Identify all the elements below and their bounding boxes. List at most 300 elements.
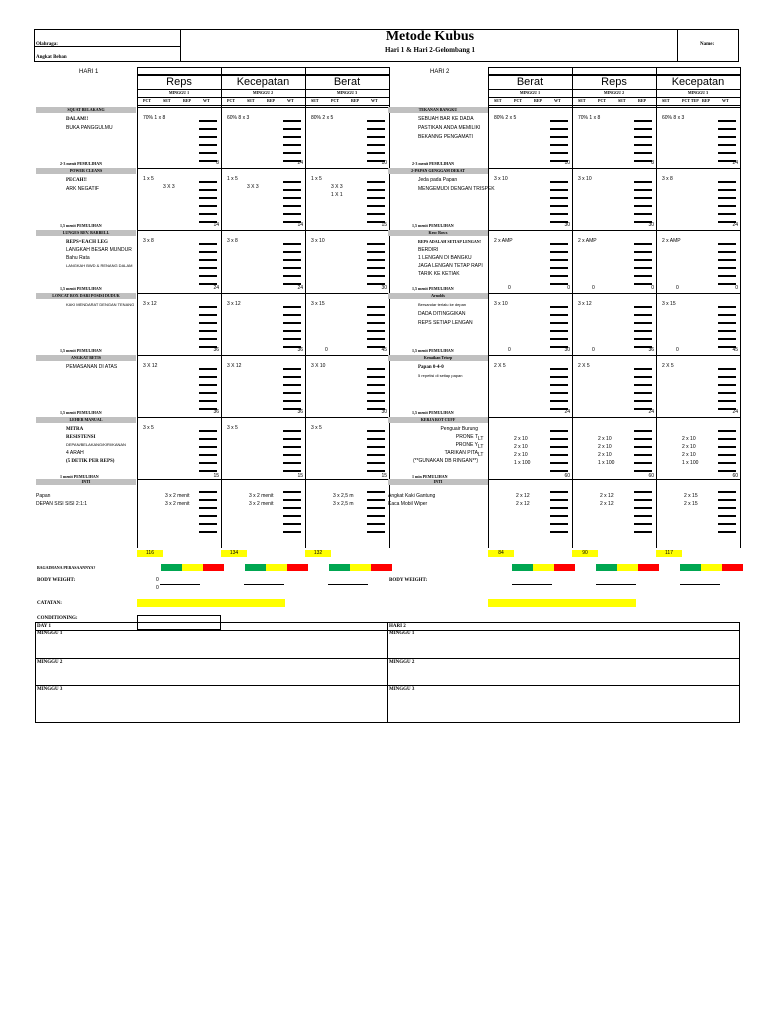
day2-section-5-week-1-wt-slot[interactable]	[550, 376, 568, 378]
day2-section-5-week-1-wt-slot[interactable]	[550, 392, 568, 394]
day1-section-4-week-3-wt-slot[interactable]	[367, 330, 385, 332]
day1-section-3-week-2-wt-slot[interactable]	[283, 275, 301, 277]
day1-section-2-week-1-wt-slot[interactable]	[199, 197, 217, 199]
day2-section-3-week-1-wt-slot[interactable]	[550, 259, 568, 261]
day2-week-2-subhead-2: PCT	[598, 98, 606, 103]
day2-section-6-week-2-wt-slot[interactable]	[634, 470, 652, 472]
day1-section-3-week-1-wt-slot[interactable]	[199, 251, 217, 253]
day2-section-4-week-3-wt-slot[interactable]	[718, 314, 736, 316]
day2-inti-week-3-wt-slot[interactable]	[718, 507, 736, 509]
day2-section-6-week-2-wt-slot[interactable]	[634, 454, 652, 456]
day2-section-1-week-3-wt-slot[interactable]	[718, 144, 736, 146]
day2-section-6-week-1-wt-slot[interactable]	[550, 462, 568, 464]
day2-section-5-week-3-prescription: 2 X 5	[662, 363, 674, 369]
day1-section-2-week-3-wt-slot[interactable]	[367, 213, 385, 215]
day2-inti-week-2-wt-slot[interactable]	[634, 507, 652, 509]
day2-section-5-week-1-wt-slot[interactable]	[550, 400, 568, 402]
bw-line-3	[328, 584, 368, 585]
day2-section-1-week-1-wt-slot[interactable]	[550, 136, 568, 138]
day1-section-2-rest: 1,5 menit PEMULIHAN	[60, 223, 102, 228]
day1-section-1-week-3-wt-slot[interactable]	[367, 136, 385, 138]
day1-inti-week-3-wt-slot[interactable]	[367, 515, 385, 517]
day1-section-1-week-2-wt-slot[interactable]	[283, 144, 301, 146]
cond-day2-label: HARI 2	[389, 624, 406, 629]
day1-section-5-week-3-wt-slot[interactable]	[367, 384, 385, 386]
day1-section-6-week-3-wt-slot[interactable]	[367, 430, 385, 432]
day1-section-4-week-3-wt-slot[interactable]	[367, 314, 385, 316]
day2-section-6-week-2-wt-slot[interactable]	[634, 438, 652, 440]
day1-section-6-week-1-prescription: 3 x 5	[143, 425, 154, 431]
day1-section-1-title: SQUAT BELAKANG	[67, 107, 105, 112]
day1-section-3-week-1-wt-slot[interactable]	[199, 259, 217, 261]
day2-section-3-week-1-wt-slot[interactable]	[550, 243, 568, 245]
day1-section-6-week-3-wt-slot[interactable]	[367, 462, 385, 464]
day1-section-4-week-1-wt-slot[interactable]	[199, 322, 217, 324]
day1-section-3-week-3-wt-slot[interactable]	[367, 275, 385, 277]
day2-section-5-week-2-wt-slot[interactable]	[634, 392, 652, 394]
day2-section-5-week-2-prescription: 2 X 5	[578, 363, 590, 369]
day1-section-6-week-2-wt-slot[interactable]	[283, 446, 301, 448]
day1-section-2-week-2-wt-slot[interactable]	[283, 181, 301, 183]
day1-section-5-week-1-wt-slot[interactable]	[199, 376, 217, 378]
day1-section-5-week-3-wt-slot[interactable]	[367, 400, 385, 402]
day2-inti-week-1-wt-slot[interactable]	[550, 523, 568, 525]
day2-inti-week-1-wt-slot[interactable]	[550, 491, 568, 493]
day1-inti-top-line	[137, 479, 389, 480]
day2-section-5-week-3-wt-slot[interactable]	[718, 368, 736, 370]
day1-section-3-week-3-total: 30	[381, 285, 387, 291]
day1-section-3-week-3-wt-slot[interactable]	[367, 251, 385, 253]
day2-section-3-week-2-wt-slot[interactable]	[634, 243, 652, 245]
day2-inti-week-2-wt-slot[interactable]	[634, 523, 652, 525]
day1-section-4-week-2-wt-slot[interactable]	[283, 338, 301, 340]
bw-line-4	[512, 584, 552, 585]
notes-field-day2[interactable]	[488, 599, 636, 607]
day2-section-3-week-1-wt-slot[interactable]	[550, 267, 568, 269]
day1-section-1-week-1-wt-slot[interactable]	[199, 136, 217, 138]
day2-week-3-feel-ok[interactable]	[701, 564, 722, 571]
day2-section-5-note-2: 5 repetisi di setiap papan	[418, 373, 463, 378]
day2-week-1-feel-ok[interactable]	[533, 564, 554, 571]
day1-section-4-week-1-wt-slot[interactable]	[199, 330, 217, 332]
day2-rot-row-2-prefix: LT	[478, 444, 484, 450]
day1-section-3-week-1-wt-slot[interactable]	[199, 243, 217, 245]
day1-inti-week-1-wt-slot[interactable]	[199, 515, 217, 517]
day1-inti-week-2-wt-slot[interactable]	[283, 523, 301, 525]
day2-section-4-week-3-wt-slot[interactable]	[718, 306, 736, 308]
day1-section-1-week-3-wt-slot[interactable]	[367, 120, 385, 122]
day2-inti-week-3-wt-slot[interactable]	[718, 523, 736, 525]
day1-inti-week-1-wt-slot[interactable]	[199, 491, 217, 493]
day1-section-6-week-2-wt-slot[interactable]	[283, 470, 301, 472]
day2-section-6-week-2-wt-slot[interactable]	[634, 430, 652, 432]
day2-section-1-week-3-wt-slot[interactable]	[718, 120, 736, 122]
day2-section-2-week-2-wt-slot[interactable]	[634, 197, 652, 199]
day1-section-6-week-2-wt-slot[interactable]	[283, 454, 301, 456]
day2-section-4-week-1-wt-slot[interactable]	[550, 322, 568, 324]
day2-section-6-week-3-wt-slot[interactable]	[718, 470, 736, 472]
day1-section-5-week-2-wt-slot[interactable]	[283, 376, 301, 378]
day2-section-4-week-3-wt-slot[interactable]	[718, 338, 736, 340]
day1-section-4-week-3-wt-slot[interactable]	[367, 322, 385, 324]
day1-section-2-week-2-wt-slot[interactable]	[283, 197, 301, 199]
day2-week-2-feel-good[interactable]	[596, 564, 617, 571]
day1-section-2-week-2-wt-slot[interactable]	[283, 213, 301, 215]
day1-section-4-week-1-wt-slot[interactable]	[199, 338, 217, 340]
day1-section-6-week-3-wt-slot[interactable]	[367, 446, 385, 448]
day1-section-4-week-2-wt-slot[interactable]	[283, 330, 301, 332]
day2-section-6-week-1-wt-slot[interactable]	[550, 454, 568, 456]
day2-section-6-week-2-wt-slot[interactable]	[634, 462, 652, 464]
day1-section-3-week-2-wt-slot[interactable]	[283, 267, 301, 269]
cond-mid-divider	[387, 622, 388, 723]
day1-week-1-label: MINGGU 1	[168, 90, 190, 95]
day2-section-4-week-1-wt-slot[interactable]	[550, 338, 568, 340]
day2-week-2-feel-bad[interactable]	[638, 564, 659, 571]
day1-section-3-week-3-wt-slot[interactable]	[367, 267, 385, 269]
day2-section-3-week-1-wt-slot[interactable]	[550, 275, 568, 277]
day1-section-5-week-3-wt-slot[interactable]	[367, 376, 385, 378]
day2-section-1-week-2-wt-slot[interactable]	[634, 120, 652, 122]
day2-section-6-week-1-total: 60	[564, 473, 570, 479]
day2-section-1-week-1-wt-slot[interactable]	[550, 120, 568, 122]
day2-section-3-week-3-wt-slot[interactable]	[718, 243, 736, 245]
day2-week-3-feel-bad[interactable]	[722, 564, 743, 571]
day1-section-2-week-2-wt-slot[interactable]	[283, 189, 301, 191]
day1-section-5-week-1-wt-slot[interactable]	[199, 392, 217, 394]
day2-section-1-week-1-wt-slot[interactable]	[550, 152, 568, 154]
day1-section-1-week-2-wt-slot[interactable]	[283, 136, 301, 138]
day1-section-6-week-2-wt-slot[interactable]	[283, 462, 301, 464]
day2-inti-week-2-wt-slot[interactable]	[634, 515, 652, 517]
day2-rot-row-1-prefix: LT	[478, 436, 484, 442]
day2-section-2-week-2-wt-slot[interactable]	[634, 181, 652, 183]
day2-section-2-week-3-wt-slot[interactable]	[718, 181, 736, 183]
day2-section-5-week-3-wt-slot[interactable]	[718, 384, 736, 386]
day2-section-5-week-2-wt-slot[interactable]	[634, 400, 652, 402]
day1-inti-week-3-wt-slot[interactable]	[367, 499, 385, 501]
day2-section-6-week-3-wt-slot[interactable]	[718, 438, 736, 440]
day2-section-6-week-1-wt-slot[interactable]	[550, 446, 568, 448]
day2-section-5-week-2-wt-slot[interactable]	[634, 368, 652, 370]
day2-section-2-top-line	[488, 168, 740, 169]
day2-section-6-week-3-wt-slot[interactable]	[718, 446, 736, 448]
day2-section-3-week-2-wt-slot[interactable]	[634, 251, 652, 253]
day1-col-head-1: Reps	[166, 76, 192, 88]
day1-section-3-week-2-wt-slot[interactable]	[283, 251, 301, 253]
day2-section-4-week-1-wt-slot[interactable]	[550, 314, 568, 316]
day1-inti-row-2-week-2: 3 x 2 menit	[249, 501, 274, 507]
day2-section-2-week-3-wt-slot[interactable]	[718, 213, 736, 215]
day1-section-3-week-1-wt-slot[interactable]	[199, 275, 217, 277]
day2-top-border	[488, 67, 740, 68]
day2-section-4-week-2-wt-slot[interactable]	[634, 330, 652, 332]
day2-section-3-week-1-total: 0	[567, 285, 570, 291]
day1-inti-week-3-wt-slot[interactable]	[367, 531, 385, 533]
day2-inti-week-3-wt-slot[interactable]	[718, 531, 736, 533]
day1-inti-week-2-wt-slot[interactable]	[283, 499, 301, 501]
cond-left-week-2: MINGGU 2	[37, 660, 63, 665]
day2-section-5-rest: 1,5 menit PEMULIHAN	[412, 410, 454, 415]
day2-section-2-week-1-wt-slot[interactable]	[550, 197, 568, 199]
day2-section-4-week-2-wt-slot[interactable]	[634, 338, 652, 340]
day1-section-2-week-3-wt-slot[interactable]	[367, 181, 385, 183]
day2-section-3-note-2: BERDIRI	[418, 247, 439, 253]
day1-section-6-week-3-wt-slot[interactable]	[367, 438, 385, 440]
day1-section-5-week-1-wt-slot[interactable]	[199, 368, 217, 370]
day2-inti-week-3-wt-slot[interactable]	[718, 499, 736, 501]
day2-section-4-week-1-wt-slot[interactable]	[550, 306, 568, 308]
day1-section-2-week-2-wt-slot[interactable]	[283, 205, 301, 207]
day1-week-2-feel-bad[interactable]	[287, 564, 308, 571]
day1-section-1-note-2: BUKA PANGGULMU	[66, 125, 113, 131]
day2-section-1-week-2-wt-slot[interactable]	[634, 144, 652, 146]
day1-section-1-week-3-wt-slot[interactable]	[367, 152, 385, 154]
day2-section-3-week-3-wt-slot[interactable]	[718, 251, 736, 253]
day1-section-5-week-3-wt-slot[interactable]	[367, 392, 385, 394]
day1-section-5-week-2-wt-slot[interactable]	[283, 392, 301, 394]
day2-week-3-feel-good[interactable]	[680, 564, 701, 571]
day2-section-1-top-line	[488, 107, 740, 108]
day2-week-1-subhead-3: REP	[534, 98, 542, 103]
day2-section-5-week-2-wt-slot[interactable]	[634, 384, 652, 386]
day2-section-5-week-3-wt-slot[interactable]	[718, 400, 736, 402]
day2-section-2-week-2-wt-slot[interactable]	[634, 205, 652, 207]
day1-section-3-week-1-wt-slot[interactable]	[199, 267, 217, 269]
day1-section-5-week-3-wt-slot[interactable]	[367, 368, 385, 370]
day1-section-1-week-1-wt-slot[interactable]	[199, 128, 217, 130]
day2-section-2-week-2-wt-slot[interactable]	[634, 213, 652, 215]
day2-week-1-feel-bad[interactable]	[554, 564, 575, 571]
day1-section-3-week-3-wt-slot[interactable]	[367, 259, 385, 261]
day1-section-3-week-2-wt-slot[interactable]	[283, 243, 301, 245]
day1-section-6-week-1-wt-slot[interactable]	[199, 446, 217, 448]
day2-section-1-week-2-prescription: 70% 1 x 8	[578, 115, 601, 121]
day2-section-6-week-1-wt-slot[interactable]	[550, 438, 568, 440]
day2-section-2-week-3-wt-slot[interactable]	[718, 189, 736, 191]
day2-section-3-week-2-wt-slot[interactable]	[634, 283, 652, 285]
day1-inti-week-1-wt-slot[interactable]	[199, 499, 217, 501]
day1-inti-row-1-week-1: 3 x 2 menit	[165, 493, 190, 499]
day1-section-6-week-1-wt-slot[interactable]	[199, 430, 217, 432]
day1-week-1-feel-bad[interactable]	[203, 564, 224, 571]
day2-inti-week-1-wt-slot[interactable]	[550, 531, 568, 533]
day2-section-3-week-1-wt-slot[interactable]	[550, 283, 568, 285]
day2-rot-row-4-week-2: 1 x 100	[598, 460, 615, 466]
day2-section-4-note-3: REPS SETIAP LENGAN	[418, 320, 473, 326]
day1-section-5-week-1-wt-slot[interactable]	[199, 400, 217, 402]
day1-section-1-week-1-wt-slot[interactable]	[199, 152, 217, 154]
day2-section-5-week-3-wt-slot[interactable]	[718, 376, 736, 378]
day2-section-1-week-3-wt-slot[interactable]	[718, 128, 736, 130]
day1-section-2-week-1-wt-slot[interactable]	[199, 205, 217, 207]
day1-section-1-week-2-wt-slot[interactable]	[283, 128, 301, 130]
notes-label: CATATAN:	[37, 601, 62, 606]
day2-section-2-week-1-wt-slot[interactable]	[550, 213, 568, 215]
day1-inti-week-2-wt-slot[interactable]	[283, 491, 301, 493]
day2-section-5-week-1-wt-slot[interactable]	[550, 384, 568, 386]
day2-section-3-week-3-wt-slot[interactable]	[718, 275, 736, 277]
day1-section-6-week-2-wt-slot[interactable]	[283, 438, 301, 440]
day1-section-5-week-1-wt-slot[interactable]	[199, 384, 217, 386]
day1-section-1-week-3-wt-slot[interactable]	[367, 144, 385, 146]
day2-inti-week-3-wt-slot[interactable]	[718, 491, 736, 493]
day2-section-1-week-2-wt-slot[interactable]	[634, 152, 652, 154]
day2-section-6-week-3-wt-slot[interactable]	[718, 462, 736, 464]
day2-section-2-week-3-wt-slot[interactable]	[718, 205, 736, 207]
day2-section-2-week-1-wt-slot[interactable]	[550, 181, 568, 183]
day1-section-6-week-3-wt-slot[interactable]	[367, 470, 385, 472]
day1-week-3-feel-bad[interactable]	[371, 564, 392, 571]
day2-section-4-week-2-wt-slot[interactable]	[634, 314, 652, 316]
day1-week-3-feel-ok[interactable]	[350, 564, 371, 571]
day1-section-5-week-2-total: 36	[297, 409, 303, 415]
day1-section-3-rest: 1,5 menit PEMULIHAN	[60, 286, 102, 291]
day1-section-3-week-3-wt-slot[interactable]	[367, 243, 385, 245]
day1-section-4-week-2-wt-slot[interactable]	[283, 306, 301, 308]
day1-section-6-week-1-wt-slot[interactable]	[199, 470, 217, 472]
day1-section-4-week-3-wt-slot[interactable]	[367, 338, 385, 340]
day2-section-3-week-3-wt-slot[interactable]	[718, 283, 736, 285]
day1-section-3-week-2-wt-slot[interactable]	[283, 259, 301, 261]
day1-inti-week-2-wt-slot[interactable]	[283, 507, 301, 509]
day2-week-1-feel-good[interactable]	[512, 564, 533, 571]
day1-week-2-feel-good[interactable]	[245, 564, 266, 571]
day2-section-2-title: 2-PAPAN GENGGAM DEKAT	[411, 168, 465, 173]
day1-section-4-week-1-wt-slot[interactable]	[199, 306, 217, 308]
day1-week-1-feel-ok[interactable]	[182, 564, 203, 571]
day1-week-1-subhead-1: PCT	[143, 98, 151, 103]
day2-inti-week-1-wt-slot[interactable]	[550, 507, 568, 509]
day2-section-6-week-1-wt-slot[interactable]	[550, 470, 568, 472]
cond-line-c	[35, 685, 740, 686]
day1-section-4-week-2-wt-slot[interactable]	[283, 322, 301, 324]
day2-week-2-feel-ok[interactable]	[617, 564, 638, 571]
day2-section-4-week-3-wt-slot[interactable]	[718, 322, 736, 324]
day1-section-2-week-1-wt-slot[interactable]	[199, 213, 217, 215]
day2-section-4-week-1-wt-slot[interactable]	[550, 330, 568, 332]
day2-section-1-week-1-wt-slot[interactable]	[550, 144, 568, 146]
day1-inti-week-3-wt-slot[interactable]	[367, 523, 385, 525]
day1-section-3-week-3-prescription: 3 x 10	[311, 238, 325, 244]
day2-inti-week-2-wt-slot[interactable]	[634, 491, 652, 493]
day1-week-3-feel-good[interactable]	[329, 564, 350, 571]
day2-week-2-subhead-4: REP	[638, 98, 646, 103]
day1-section-6-note-2: RESISTENSI	[66, 435, 96, 440]
day2-section-3-week-2-wt-slot[interactable]	[634, 275, 652, 277]
day2-section-4-week-3-wt-slot[interactable]	[718, 330, 736, 332]
day2-section-1-week-2-wt-slot[interactable]	[634, 136, 652, 138]
day2-section-4-week-1-prescription: 3 x 10	[494, 301, 508, 307]
day1-section-4-week-3-prescription: 3 x 15	[311, 301, 325, 307]
day2-section-6-week-3-wt-slot[interactable]	[718, 430, 736, 432]
day2-section-3-week-3-wt-slot[interactable]	[718, 259, 736, 261]
day1-inti-week-1-wt-slot[interactable]	[199, 507, 217, 509]
day1-section-4-week-2-prescription: 3 x 12	[227, 301, 241, 307]
day2-inti-week-1-wt-slot[interactable]	[550, 515, 568, 517]
day2-section-4-week-2-total: 36	[648, 347, 654, 353]
day2-section-3-week-2-wt-slot[interactable]	[634, 267, 652, 269]
day1-section-5-week-2-wt-slot[interactable]	[283, 368, 301, 370]
day2-inti-week-2-wt-slot[interactable]	[634, 531, 652, 533]
notes-field-day1[interactable]	[137, 599, 285, 607]
day1-section-6-week-2-wt-slot[interactable]	[283, 430, 301, 432]
day1-section-6-week-1-wt-slot[interactable]	[199, 454, 217, 456]
day2-section-6-week-3-wt-slot[interactable]	[718, 454, 736, 456]
day1-section-1-week-2-wt-slot[interactable]	[283, 120, 301, 122]
day2-week-2-subhead-1: SET	[578, 98, 586, 103]
day2-section-2-week-1-wt-slot[interactable]	[550, 189, 568, 191]
day1-inti-week-1-wt-slot[interactable]	[199, 531, 217, 533]
day1-section-5-week-2-wt-slot[interactable]	[283, 384, 301, 386]
day1-section-2-week-3-wt-slot[interactable]	[367, 197, 385, 199]
day2-section-6-week-1-wt-slot[interactable]	[550, 430, 568, 432]
day2-section-2-week-2-total: 30	[648, 222, 654, 228]
day1-week-2-feel-ok[interactable]	[266, 564, 287, 571]
day1-section-2-week-3-wt-slot[interactable]	[367, 205, 385, 207]
day1-inti-week-2-wt-slot[interactable]	[283, 531, 301, 533]
day2-section-1-week-3-wt-slot[interactable]	[718, 152, 736, 154]
day1-section-1-week-1-wt-slot[interactable]	[199, 144, 217, 146]
day1-section-1-week-1-wt-slot[interactable]	[199, 120, 217, 122]
day2-section-2-week-2-wt-slot[interactable]	[634, 189, 652, 191]
day2-section-6-note-3: PRONE Y	[455, 442, 478, 448]
day2-section-4-week-2-wt-slot[interactable]	[634, 322, 652, 324]
day1-section-4-week-2-wt-slot[interactable]	[283, 314, 301, 316]
day2-section-1-week-1-wt-slot[interactable]	[550, 128, 568, 130]
day2-inti-week-2-wt-slot[interactable]	[634, 499, 652, 501]
day2-section-3-week-3-wt-slot[interactable]	[718, 267, 736, 269]
day2-section-5-week-2-wt-slot[interactable]	[634, 376, 652, 378]
day2-section-1-week-2-wt-slot[interactable]	[634, 128, 652, 130]
day1-section-6-week-1-wt-slot[interactable]	[199, 438, 217, 440]
day1-section-6-week-1-wt-slot[interactable]	[199, 462, 217, 464]
day1-week-1-feel-good[interactable]	[161, 564, 182, 571]
day2-section-6-week-2-wt-slot[interactable]	[634, 446, 652, 448]
day1-section-2-week-3-prescription-c: 1 X 1	[331, 192, 343, 198]
day2-section-5-week-3-wt-slot[interactable]	[718, 392, 736, 394]
day1-section-6-week-3-wt-slot[interactable]	[367, 454, 385, 456]
day2-section-3-note-4: JAGA LENGAN TETAP RAPI	[418, 263, 483, 269]
day2-section-3-week-2-wt-slot[interactable]	[634, 259, 652, 261]
day1-inti-week-1-wt-slot[interactable]	[199, 523, 217, 525]
day2-section-1-week-3-wt-slot[interactable]	[718, 136, 736, 138]
day1-section-2-week-3-wt-slot[interactable]	[367, 189, 385, 191]
day1-inti-week-2-wt-slot[interactable]	[283, 515, 301, 517]
day2-inti-week-3-wt-slot[interactable]	[718, 515, 736, 517]
day2-week-1-subhead-2: PCT	[514, 98, 522, 103]
day1-head-line-c	[137, 105, 389, 106]
day1-section-2-week-1-wt-slot[interactable]	[199, 189, 217, 191]
day2-section-2-week-1-wt-slot[interactable]	[550, 205, 568, 207]
day1-inti-week-3-wt-slot[interactable]	[367, 491, 385, 493]
day2-section-3-week-1-wt-slot[interactable]	[550, 251, 568, 253]
day2-section-2-week-3-wt-slot[interactable]	[718, 197, 736, 199]
day2-section-5-week-1-wt-slot[interactable]	[550, 368, 568, 370]
day1-inti-week-3-wt-slot[interactable]	[367, 507, 385, 509]
day1-section-2-week-1-wt-slot[interactable]	[199, 181, 217, 183]
day2-inti-week-1-wt-slot[interactable]	[550, 499, 568, 501]
day2-section-3-week-2-total: 0	[651, 285, 654, 291]
day2-section-4-week-2-wt-slot[interactable]	[634, 306, 652, 308]
day1-section-1-week-2-wt-slot[interactable]	[283, 152, 301, 154]
day1-section-4-week-3-total-a: 0	[325, 347, 328, 353]
day2-section-3-note-3: 1 LENGAN DI BANGKU	[418, 255, 472, 261]
day1-section-4-week-3-wt-slot[interactable]	[367, 306, 385, 308]
day1-section-5-week-2-wt-slot[interactable]	[283, 400, 301, 402]
day1-section-4-week-1-wt-slot[interactable]	[199, 314, 217, 316]
day1-section-1-week-3-wt-slot[interactable]	[367, 128, 385, 130]
